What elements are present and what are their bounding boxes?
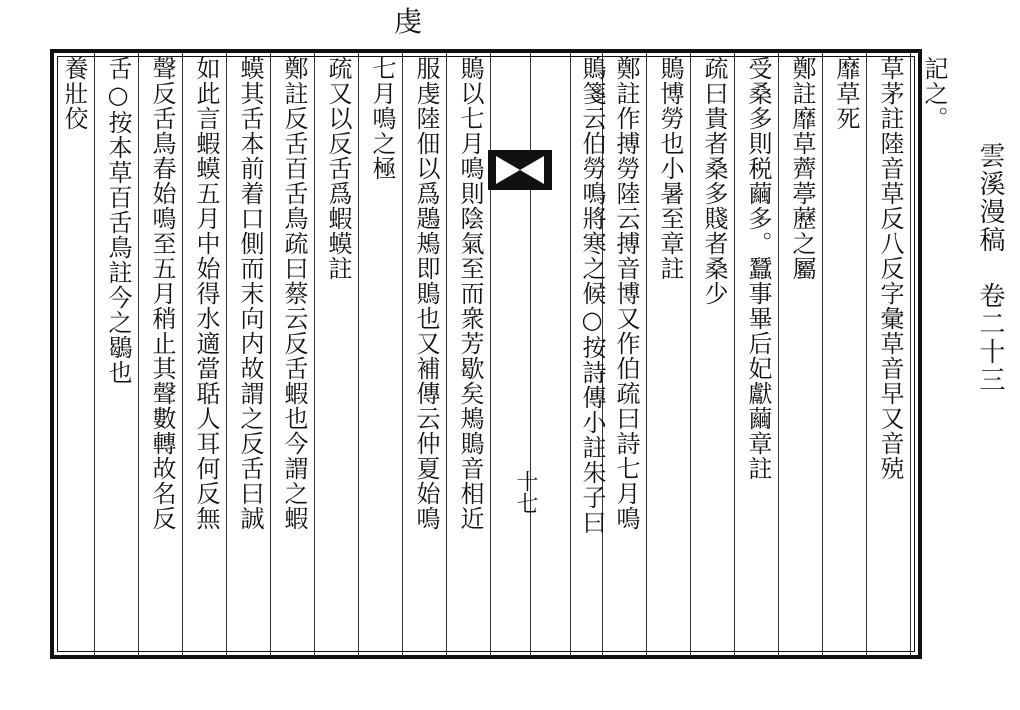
side-title: 雲溪漫稿 卷二十三 xyxy=(975,142,1005,394)
text-column: 鄭註靡草薺葶藶之屬 xyxy=(788,56,816,281)
text-column: 記之。 xyxy=(920,56,948,131)
column-rule xyxy=(734,52,735,656)
column-rule xyxy=(138,52,139,656)
column-rule xyxy=(270,52,271,656)
text-column: 疏曰貴者桑多賤者桑少 xyxy=(700,56,728,306)
column-rule xyxy=(690,52,691,656)
column-rule xyxy=(866,52,867,656)
fold-mark: 虔 xyxy=(394,5,423,38)
text-column: 鵙箋云伯勞鳴將寒之候○按詩傳小註朱子曰 xyxy=(578,56,606,535)
fish-tail-mark-icon xyxy=(488,150,552,190)
text-column: 蟆其舌本前着口側而末向内故謂之反舌曰誠 xyxy=(236,56,264,531)
column-rule xyxy=(778,52,779,656)
text-column: 受桑多則税繭多。蠶事畢后妃獻繭章註 xyxy=(744,56,772,481)
column-rule xyxy=(446,52,447,656)
text-column: 草茅註陸音草反八反字彙草音早又音殑 xyxy=(876,56,904,481)
column-rule xyxy=(910,52,911,656)
column-rule xyxy=(358,52,359,656)
column-rule xyxy=(402,52,403,656)
text-column: 舌○按本草百舌鳥註今之鶡也 xyxy=(104,56,132,385)
text-column: 七月鳴之極 xyxy=(368,56,396,181)
text-column: 鄭註作搏勞陸云搏音博又作伯疏曰詩七月鳴 xyxy=(612,56,640,531)
column-rule xyxy=(490,52,491,656)
text-column: 鵙博勞也小暑至章註 xyxy=(656,56,684,281)
column-rule xyxy=(646,52,647,656)
column-rule xyxy=(570,52,571,656)
text-column: 聲反舌鳥春始鳴至五月稍止其聲數轉故名反 xyxy=(148,56,176,531)
column-rule xyxy=(822,52,823,656)
text-column: 如此言蝦蟆五月中始得水適當聒人耳何反無 xyxy=(192,56,220,531)
text-column: 養壯佼 xyxy=(60,56,88,131)
column-rule xyxy=(94,52,95,656)
column-rule xyxy=(182,52,183,656)
page-number: 十七 xyxy=(513,470,538,514)
text-column: 鵙以七月鳴則陰氣至而衆芳歇矣鴂鵙音相近 xyxy=(456,56,484,531)
text-column: 靡草死 xyxy=(832,56,860,131)
column-rule xyxy=(530,52,531,656)
text-column: 疏又以反舌爲蝦蟆註 xyxy=(324,56,352,281)
text-column: 鄭註反舌百舌鳥疏曰蔡云反舌蝦也今謂之蝦 xyxy=(280,56,308,531)
text-column: 服虔陸佃以爲鶗鴂即鵙也又補傳云仲夏始鳴 xyxy=(412,56,440,531)
column-rule xyxy=(226,52,227,656)
column-rule xyxy=(314,52,315,656)
